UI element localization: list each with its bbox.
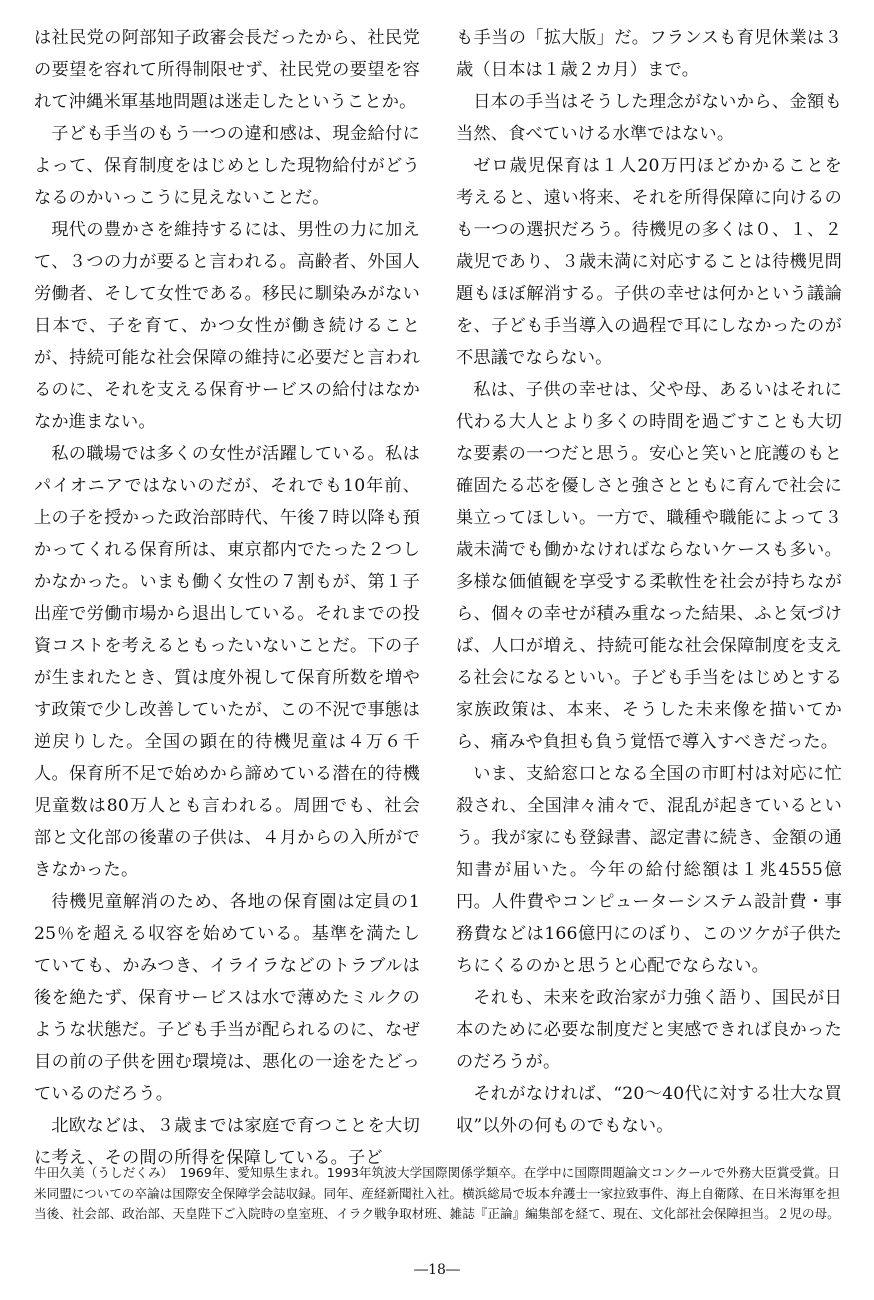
paragraph: 待機児童解消のため、各地の保育園は定員の125％を超える収容を始めている。基準を満たしていても、かみつき、イライラなどのトラブルは後を絶たず、保育サービスは水で薄めたミルクのような状態だ。子ども手当が配られるのに、なぜ目の前の子供を囲む環境は、悪化の一途をたどっているのだろう。	[34, 892, 420, 1104]
author-bio	[34, 1163, 840, 1225]
author-bio-text: 1969年、愛知県生まれ。1993年筑波大学国際関係学類卒。在学中に国際問題論文コンクールで外務大臣賞受賞。日米同盟についての卒論は国際安全保障学会誌収録。同年、産経新聞社入社。横浜総局で坂本弁護士一家拉致事件、海上自衛隊、在日米海軍を担当後、社会部、政治部、天皇陛下ご入院時の皇室班、イラク戦争取材班、雑誌『正論』編集部を経て、現在、文化部社会保障担当。２児の母。	[34, 1165, 841, 1221]
paragraph: 日本の手当はそうした理念がないから、金額も当然、食べていける水準ではない。	[456, 92, 842, 144]
paragraph: 私の職場では多くの女性が活躍している。私はパイオニアではないのだが、それでも10年前、上の子を授かった政治部時代、午後７時以降も預かってくれる保育所は、東京都内でたった２つしかなかった。いまも働く女性の７割もが、第１子出産で労働市場から退出している。それまでの投資コストを考えるともったいないことだ。下の子が生まれたとき、質は度外視して保育所数を増やす政策で少し改善していたが、この不況で事態は逆戻りした。全国の顕在的待機児童は４万６千人。保育所不足で始めから諦めている潜在的待機児童数は80万人とも言われる。周囲でも、社会部と文化部の後輩の子供は、４月からの入所ができなかった。	[34, 444, 420, 880]
paragraph: 北欧などは、３歳までは家庭で育つことを大切に考え、その間の所得を保障している。子ど	[34, 1116, 420, 1168]
paragraph: それがなければ、“20～40代に対する壮大な買収”以外の何ものでもない。	[456, 1084, 842, 1136]
paragraph: は社民党の阿部知子政審会長だったから、社民党の要望を容れて所得制限せず、社民党の要望を容れて沖縄米軍基地問題は迷走したということか。	[34, 28, 420, 112]
paragraph: ゼロ歳児保育は１人20万円ほどかかることを考えると、遠い将来、それを所得保障に向けるのも一つの選択だろう。待機児の多くは０、１、２歳児であり、３歳未満に対応することは待機児問題もほぼ解消する。子供の幸せは何かという議論を、子ども手当導入の過程で耳にしなかったのが不思議でならない。	[456, 156, 842, 368]
paragraph: も手当の「拡大版」だ。フランスも育児休業は３歳（日本は１歳２カ月）まで。	[456, 28, 842, 80]
page-number: ―18―	[414, 1262, 460, 1278]
paragraph: 子ども手当のもう一つの違和感は、現金給付によって、保育制度をはじめとした現物給付がどうなるのかいっこうに見えないことだ。	[34, 124, 420, 208]
left-column	[34, 22, 420, 1174]
paragraph: それも、未来を政治家が力強く語り、国民が日本のために必要な制度だと実感できれば良かったのだろうが。	[456, 988, 842, 1072]
right-column	[456, 22, 842, 1142]
author-name: 牛田久美（うしだくみ）	[34, 1165, 168, 1180]
paragraph: 現代の豊かさを維持するには、男性の力に加えて、３つの力が要ると言われる。高齢者、外国人労働者、そして女性である。移民に馴染みがない日本で、子を育て、かつ女性が働き続けることが、持続可能な社会保障の維持に必要だと言われるのに、それを支える保育サービスの給付はなかなか進まない。	[34, 220, 420, 432]
paragraph: いま、支給窓口となる全国の市町村は対応に忙殺され、全国津々浦々で、混乱が起きているという。我が家にも登録書、認定書に続き、金額の通知書が届いた。今年の給付総額は１兆4555億円。人件費やコンピューターシステム設計費・事務費などは166億円にのぼり、このツケが子供たちにくるのかと思うと心配でならない。	[456, 764, 842, 976]
paragraph: 私は、子供の幸せは、父や母、あるいはそれに代わる大人とより多くの時間を過ごすことも大切な要素の一つだと思う。安心と笑いと庇護のもと確固たる芯を優しさと強さとともに育んで社会に巣立ってほしい。一方で、職種や職能によって３歳未満でも働かなければならないケースも多い。多様な価値観を享受する柔軟性を社会が持ちながら、個々の幸せが積み重なった結果、ふと気づけば、人口が増え、持続可能な社会保障制度を支える社会になるといい。子ども手当をはじめとする家族政策は、本来、そうした未来像を描いてから、痛みや負担も負う覚悟で導入すべきだった。	[456, 380, 842, 752]
